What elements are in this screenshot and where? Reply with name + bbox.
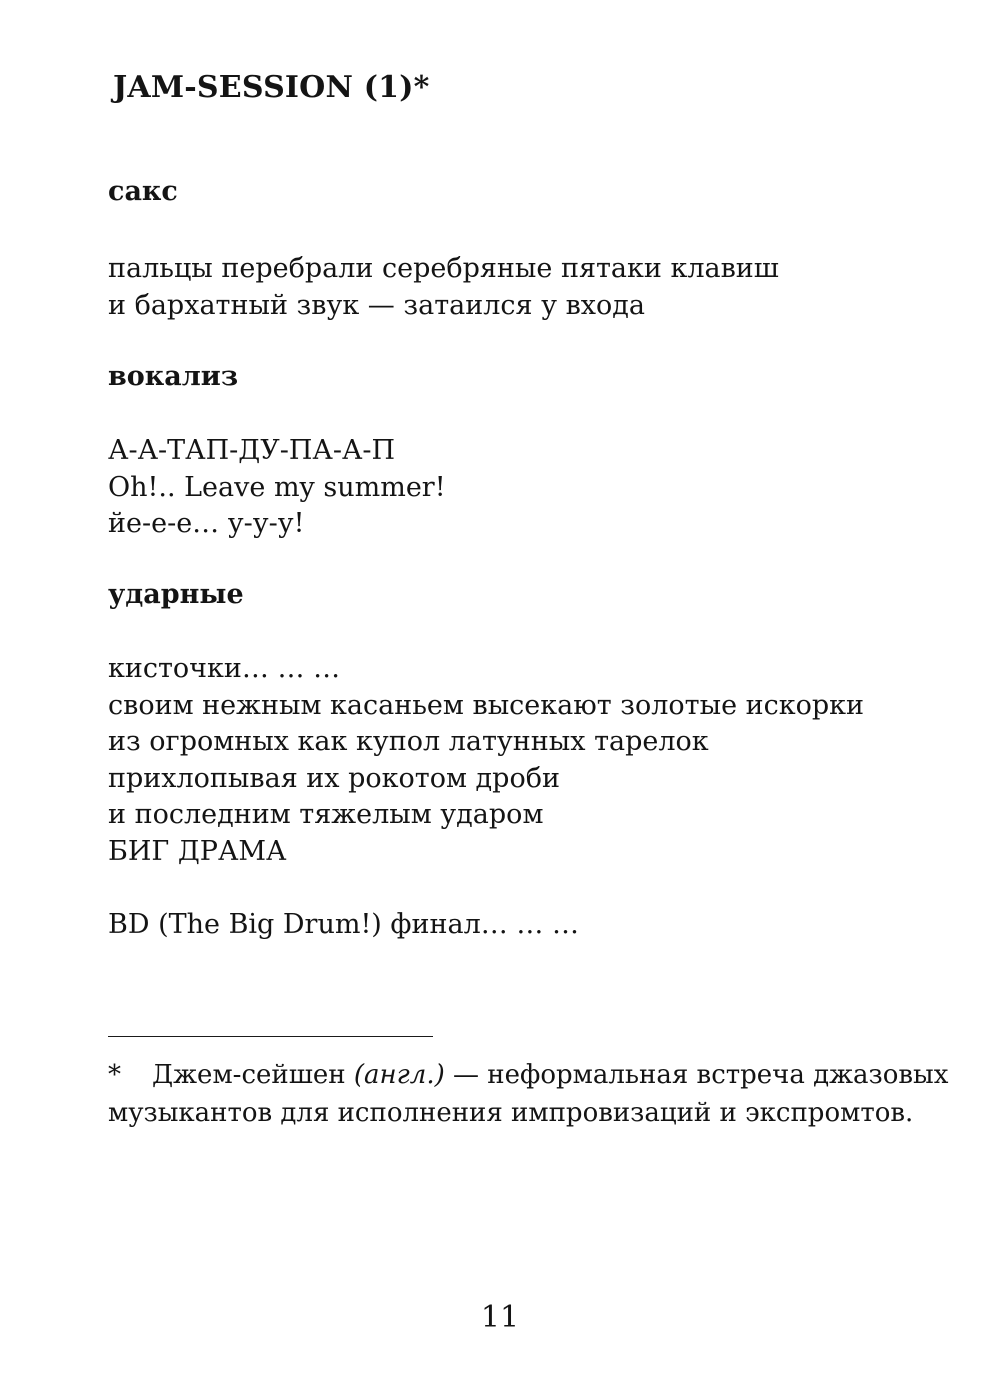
footnote-line-1: [108, 1056, 948, 1094]
verse-vocalise: [108, 433, 446, 543]
verse-line: пальцы перебрали серебряные пятаки клавиш: [108, 253, 779, 284]
verse-line: и последним тяжелым ударом: [108, 799, 544, 830]
verse-line: BD (The Big Drum!) финал… … …: [108, 909, 579, 940]
footnote-line-2: музыкантов для исполнения импровизаций и экспромтов.: [108, 1098, 914, 1128]
verse-line: из огромных как купол латунных тарелок: [108, 726, 709, 757]
verse-line: и бархатный звук — затаился у входа: [108, 289, 646, 321]
section-heading-drums: ударные: [108, 579, 244, 610]
verse-line: кисточки… … …: [108, 653, 341, 684]
page-number: 11: [480, 1300, 520, 1335]
verse-line: БИГ ДРАМА: [108, 835, 287, 867]
verse-line: своим нежным касаньем высекают золотые искорки: [108, 689, 865, 721]
section-heading-vocalise: вокализ: [108, 361, 239, 392]
footnote: [108, 1056, 948, 1132]
closing-line: [108, 907, 579, 944]
verse-drums: [108, 651, 864, 870]
footnote-term: Джем-сейшен: [152, 1060, 346, 1090]
footnote-language-note: (англ.): [353, 1060, 445, 1090]
verse-line: А-А-ТАП-ДУ-ПА-А-П: [108, 435, 396, 466]
poem-title: JAM-SESSION (1)*: [113, 70, 430, 105]
verse-sax: [108, 251, 779, 324]
verse-line: Oh!.. Leave my summer!: [108, 471, 446, 503]
footnote-marker: *: [108, 1060, 121, 1090]
section-heading-sax: сакс: [108, 176, 178, 207]
footnote-divider: [108, 1036, 433, 1037]
verse-line: прихлопывая их рокотом дроби: [108, 762, 560, 794]
verse-line: йе-е-е… у-у-у!: [108, 508, 305, 539]
footnote-definition: — неформальная встреча джазовых: [444, 1060, 949, 1090]
